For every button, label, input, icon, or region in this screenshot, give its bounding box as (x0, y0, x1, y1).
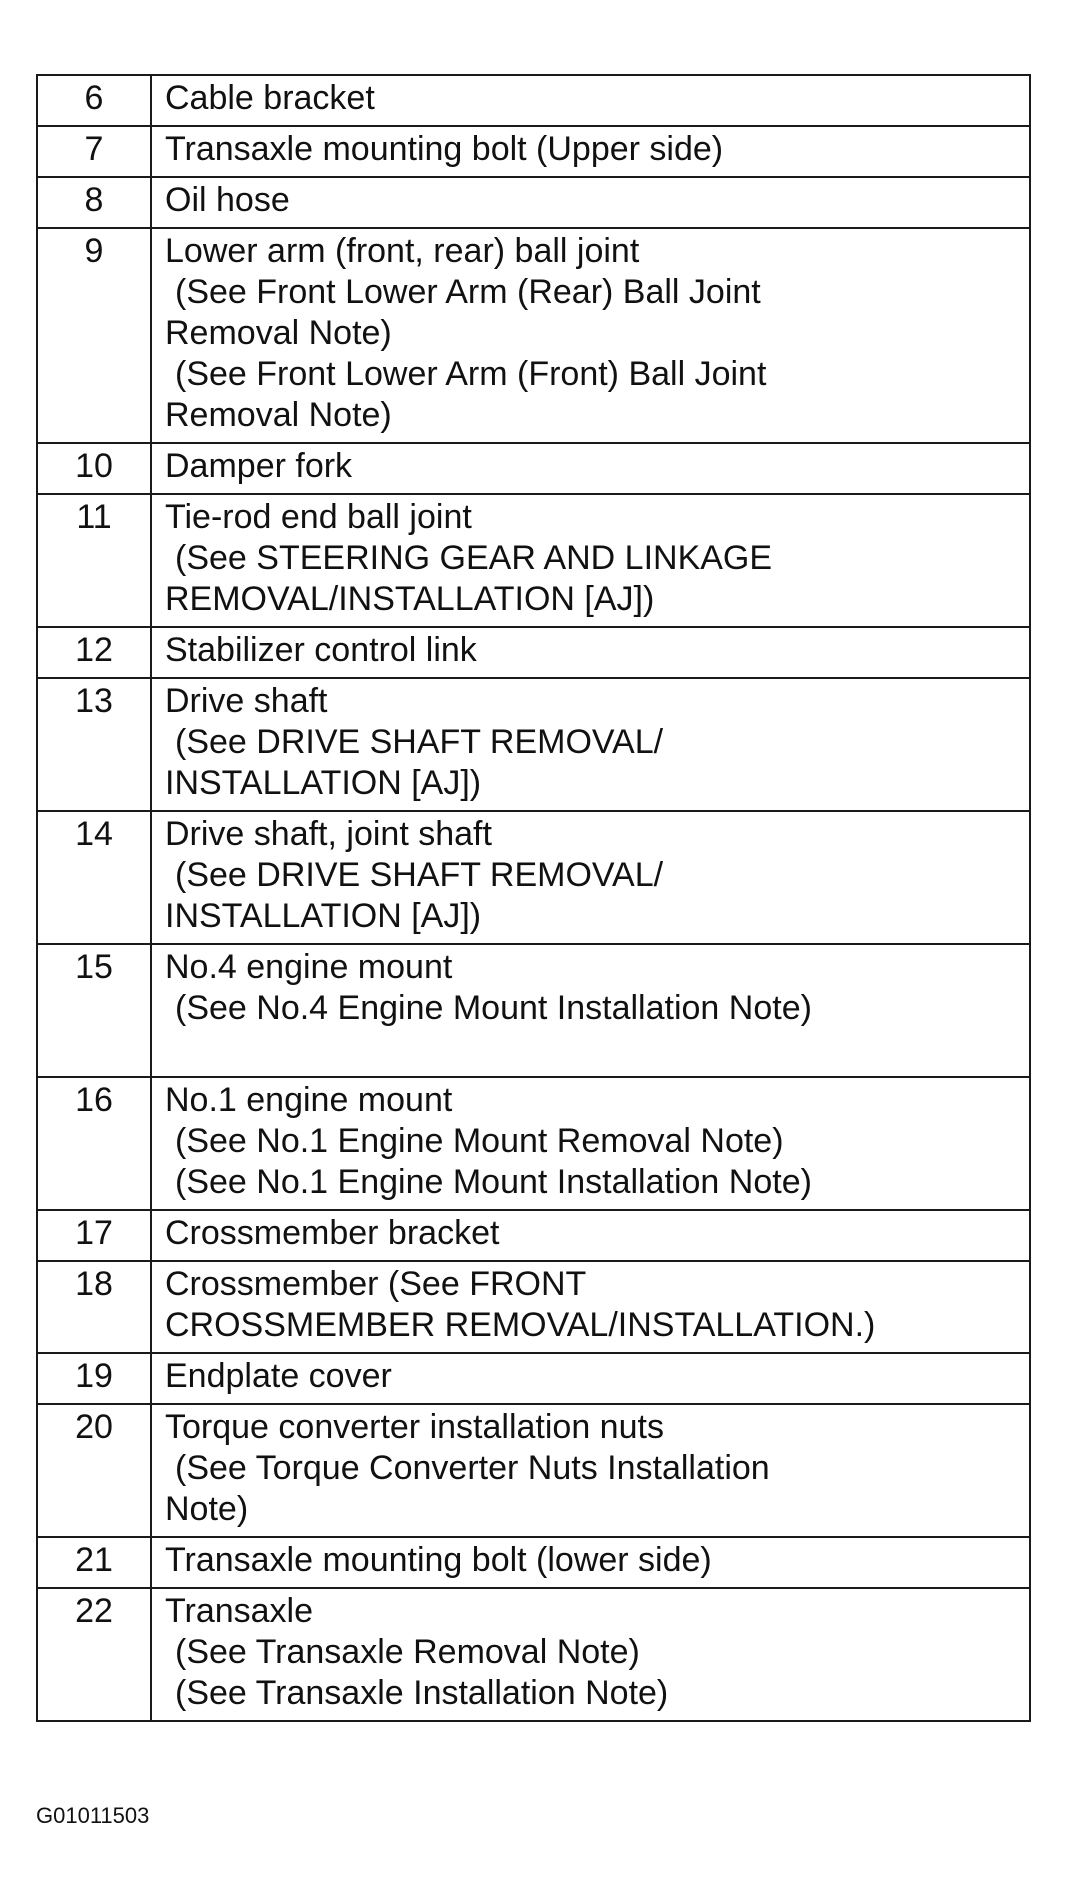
description-line: Endplate cover (165, 1357, 392, 1395)
part-description (151, 177, 1030, 228)
table-row (37, 1404, 1030, 1537)
description-line: Removal Note) (165, 314, 392, 352)
part-description (151, 944, 1030, 1077)
part-number: 21 (37, 1537, 151, 1588)
table-row (37, 627, 1030, 678)
description-line: Lower arm (front, rear) ball joint (165, 232, 640, 270)
description-line: (See STEERING GEAR AND LINKAGE (175, 539, 773, 577)
table-row (37, 1353, 1030, 1404)
part-number: 14 (37, 811, 151, 944)
description-line (165, 1029, 1023, 1070)
part-number: 7 (37, 126, 151, 177)
description-line: Cable bracket (165, 79, 375, 117)
part-description (151, 494, 1030, 627)
description-line: (See No.4 Engine Mount Installation Note) (175, 989, 812, 1027)
parts-table (36, 74, 1031, 1722)
part-description (151, 75, 1030, 126)
table-row (37, 811, 1030, 944)
table-row (37, 1210, 1030, 1261)
part-description (151, 811, 1030, 944)
description-line: Damper fork (165, 447, 353, 485)
part-description (151, 1077, 1030, 1210)
part-description (151, 1537, 1030, 1588)
description-line: Stabilizer control link (165, 631, 477, 669)
description-line: Removal Note) (165, 396, 392, 434)
table-row (37, 228, 1030, 443)
table-row (37, 944, 1030, 1077)
part-number: 12 (37, 627, 151, 678)
part-number: 17 (37, 1210, 151, 1261)
description-line: (See Front Lower Arm (Front) Ball Joint (175, 355, 767, 393)
table-row (37, 75, 1030, 126)
description-line: Oil hose (165, 181, 290, 219)
part-number: 10 (37, 443, 151, 494)
part-description (151, 443, 1030, 494)
description-line: Crossmember bracket (165, 1214, 500, 1252)
description-line: (See No.1 Engine Mount Removal Note) (175, 1122, 784, 1160)
description-line: Transaxle (165, 1592, 314, 1630)
table-row (37, 1588, 1030, 1721)
part-description (151, 1261, 1030, 1353)
description-line: No.4 engine mount (165, 948, 453, 986)
part-number: 13 (37, 678, 151, 811)
part-description (151, 627, 1030, 678)
part-description (151, 1353, 1030, 1404)
description-line: CROSSMEMBER REMOVAL/INSTALLATION.) (165, 1306, 876, 1344)
part-number: 22 (37, 1588, 151, 1721)
description-line: Torque converter installation nuts (165, 1408, 664, 1446)
description-line: Crossmember (See FRONT (165, 1265, 587, 1303)
description-line: (See DRIVE SHAFT REMOVAL/ (175, 723, 664, 761)
part-number: 8 (37, 177, 151, 228)
description-line: (See Transaxle Removal Note) (175, 1633, 640, 1671)
table-row (37, 1261, 1030, 1353)
description-line: No.1 engine mount (165, 1081, 453, 1119)
description-line: (See DRIVE SHAFT REMOVAL/ (175, 856, 664, 894)
part-description (151, 228, 1030, 443)
description-line: Tie-rod end ball joint (165, 498, 472, 536)
part-number: 6 (37, 75, 151, 126)
figure-code: G01011503 (36, 1803, 150, 1828)
description-line: Note) (165, 1490, 249, 1528)
parts-table-body (37, 75, 1030, 1721)
part-description (151, 1588, 1030, 1721)
part-number: 20 (37, 1404, 151, 1537)
description-line: INSTALLATION [AJ]) (165, 897, 482, 935)
part-number: 15 (37, 944, 151, 1077)
description-line: (See No.1 Engine Mount Installation Note) (175, 1163, 812, 1201)
part-number: 16 (37, 1077, 151, 1210)
description-line: Transaxle mounting bolt (lower side) (165, 1541, 712, 1579)
part-description (151, 126, 1030, 177)
part-description (151, 1404, 1030, 1537)
description-line: Drive shaft (165, 682, 328, 720)
table-row (37, 443, 1030, 494)
part-description (151, 1210, 1030, 1261)
description-line: (See Torque Converter Nuts Installation (175, 1449, 770, 1487)
table-row (37, 494, 1030, 627)
description-line: REMOVAL/INSTALLATION [AJ]) (165, 580, 655, 618)
part-description (151, 678, 1030, 811)
table-row (37, 126, 1030, 177)
description-line: Transaxle mounting bolt (Upper side) (165, 130, 724, 168)
table-row (37, 678, 1030, 811)
description-line: Drive shaft, joint shaft (165, 815, 492, 853)
description-line: (See Transaxle Installation Note) (175, 1674, 669, 1712)
table-row (37, 1537, 1030, 1588)
table-row (37, 1077, 1030, 1210)
table-row (37, 177, 1030, 228)
description-line: (See Front Lower Arm (Rear) Ball Joint (175, 273, 761, 311)
part-number: 11 (37, 494, 151, 627)
part-number: 18 (37, 1261, 151, 1353)
description-line: INSTALLATION [AJ]) (165, 764, 482, 802)
part-number: 19 (37, 1353, 151, 1404)
part-number: 9 (37, 228, 151, 443)
